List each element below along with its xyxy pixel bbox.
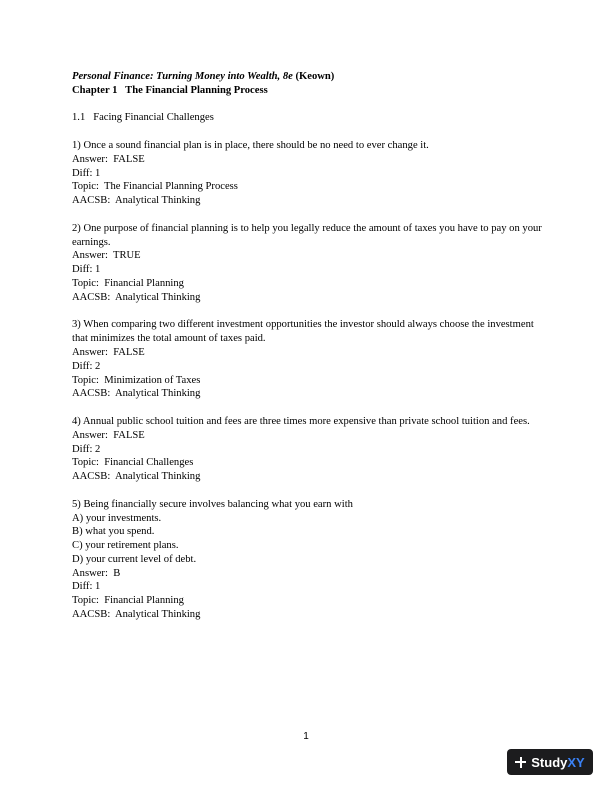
question-text: 2) One purpose of financial planning is to help you legally reduce the amount of taxes you have to pay on your earnings. bbox=[72, 222, 545, 248]
question-answer: Answer: FALSE bbox=[72, 153, 145, 165]
question-answer: Answer: FALSE bbox=[72, 429, 145, 441]
question-answer: Answer: TRUE bbox=[72, 250, 141, 262]
chapter-heading: Chapter 1 The Financial Planning Process bbox=[72, 84, 268, 96]
question-diff: Diff: 1 bbox=[72, 167, 101, 179]
badge-brand-accent: XY bbox=[567, 754, 585, 770]
question-aacsb: AACSB: Analytical Thinking bbox=[72, 195, 201, 207]
question-aacsb: AACSB: Analytical Thinking bbox=[72, 291, 201, 303]
question-topic: Topic: Financial Planning bbox=[72, 595, 184, 607]
option-d: D) your current level of debt. bbox=[72, 553, 197, 565]
question-topic: Topic: Financial Planning bbox=[72, 277, 184, 289]
question-topic: Topic: Minimization of Taxes bbox=[72, 374, 201, 386]
page-number: 1 bbox=[303, 731, 309, 742]
question-diff: Diff: 2 bbox=[72, 360, 101, 372]
question-4 bbox=[72, 415, 542, 484]
document-page bbox=[72, 70, 545, 622]
question-topic: Topic: Financial Challenges bbox=[72, 457, 194, 469]
question-text: 3) When comparing two different investment opportunities the investor should always choose the investment that minimizes the total amount of taxes paid. bbox=[72, 319, 537, 345]
question-2 bbox=[72, 222, 545, 305]
book-title: Personal Finance: Turning Money into Wealth, 8e bbox=[72, 71, 293, 82]
question-diff: Diff: 2 bbox=[72, 443, 101, 455]
question-1 bbox=[72, 139, 542, 208]
question-answer: Answer: FALSE bbox=[72, 346, 145, 358]
option-c: C) your retirement plans. bbox=[72, 540, 179, 552]
question-topic: Topic: The Financial Planning Process bbox=[72, 181, 238, 193]
question-3 bbox=[72, 318, 542, 401]
question-answer: Answer: B bbox=[72, 567, 121, 579]
question-5 bbox=[72, 498, 542, 622]
badge-brand-main: Study bbox=[531, 754, 568, 770]
option-a: A) your investments. bbox=[72, 512, 162, 524]
question-text: 1) Once a sound financial plan is in place, there should be no need to ever change it. bbox=[72, 139, 429, 151]
question-text: 5) Being financially secure involves balancing what you earn with bbox=[72, 498, 353, 510]
book-title-line bbox=[72, 70, 542, 84]
plus-icon bbox=[515, 757, 526, 768]
studyxy-badge[interactable] bbox=[507, 749, 593, 775]
section-heading: 1.1 Facing Financial Challenges bbox=[72, 112, 214, 124]
question-aacsb: AACSB: Analytical Thinking bbox=[72, 388, 201, 400]
question-diff: Diff: 1 bbox=[72, 581, 101, 593]
question-aacsb: AACSB: Analytical Thinking bbox=[72, 471, 201, 483]
question-text: 4) Annual public school tuition and fees are three times more expensive than private school tuition and fees. bbox=[72, 415, 530, 427]
badge-brand bbox=[531, 755, 584, 770]
option-b: B) what you spend. bbox=[72, 526, 155, 538]
question-diff: Diff: 1 bbox=[72, 264, 101, 276]
book-author: (Keown) bbox=[292, 71, 335, 82]
question-aacsb: AACSB: Analytical Thinking bbox=[72, 609, 201, 621]
